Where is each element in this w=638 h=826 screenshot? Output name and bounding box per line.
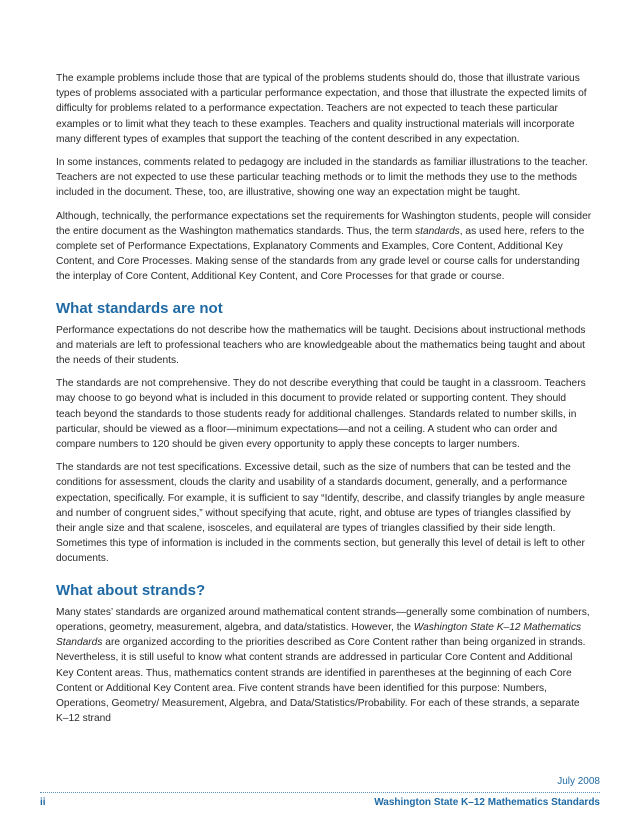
page-content [56, 71, 592, 734]
paragraph-not-test-specs: The standards are not test specifications. Excessive detail, such as the size of numbers that can be tested and the conditions for assessment, clouds the clarity and usability of a standards document, generally, and a performance expectation, specifically. For example, it is sufficient to say “Identify, describe, and classify triangles by angle measure and number of congruent sides,” without specifying that acute, right, and obtuse are types of triangles classified by their angle size and that scalene, isosceles, and equilateral are types of triangles classified by their side length. Sometimes this type of information is included in the comments section, but generally this level of detail is left to other documents. [56, 462, 585, 565]
paragraph-not-comprehensive: The standards are not comprehensive. They do not describe everything that could be taught in a classroom. Teachers may choose to go beyond what is included in this document to provide related or supporting content. They should teach beyond the standards to those students ready for additional challenges. Standards related to number skills, in particular, should be viewed as a floor—minimum expectations—and not a ceiling. A student who can order and compare numbers to 120 should be given every opportunity to apply these concepts to larger numbers. [56, 378, 586, 451]
paragraph-text: Many states’ standards are organized around mathematical content strands—generally some combination of numbers, operations, geometry, measurement, algebra, and data/statistics. However, the [56, 606, 590, 633]
footer-date: July 2008 [557, 776, 600, 787]
paragraph-strands [56, 605, 592, 727]
heading-what-about-strands: What about strands? [56, 581, 206, 599]
paragraph-text: are organized according to the priorities described as Core Content rather than being organized in strands. Nevertheless, it is still useful to know what content strands are addressed in particular Core Content and Additional Key Content areas. Thus, mathematics content strands are identified in parentheses at the beginning of each Core Content or Additional Key Content area. Five content strands have been identified for this purpose: Numbers, Operations, Geometry/ Measurement, Algebra, and Data/Statistics/Probability. For each of these strands, a separate K–12 strand [56, 637, 586, 725]
emphasis-standards: standards [415, 225, 460, 237]
paragraph-pedagogy-comments: In some instances, comments related to pedagogy are included in the standards as familiar illustrations to the teacher. Teachers are not expected to use these particular teaching methods or to limit the methods they use to the methods included in the document. These, too, are illustrative, showing one way an expectation might be taught. [56, 157, 588, 199]
paragraph-example-problems: The example problems include those that are typical of the problems students should do, those that illustrate various types of problems associated with a particular performance expectation, and those that illustrate the expected limits of difficulty for problems related to a performance expectation. Teachers are not expected to teach these particular examples or to limit what they teach to these examples. Teachers and quality instructional materials will incorporate many different types of examples that support the teaching of the content described in any expectation. [56, 73, 587, 145]
paragraph-not-how-taught: Performance expectations do not describe how the mathematics will be taught. Decisions about instructional methods and materials are left to professional teachers who are knowledgeable about the mathematics being taught and about the needs of their students. [56, 324, 586, 367]
paragraph-text: , as used here, refers to the complete set of Performance Expectations, Explanatory Comments and Examples, Core Content, Additional Key Content, and Core Processes. Making sense of the standards from any grade level or course calls for understanding the interplay of Core Content, Additional Key Content, and Core Processes for that grade or course. [56, 225, 585, 283]
footer-document-title: Washington State K–12 Mathematics Standards [374, 797, 600, 808]
footer-divider [40, 792, 600, 793]
heading-what-standards-are-not: What standards are not [56, 299, 223, 317]
page-number: ii [40, 797, 46, 808]
emphasis-document-title: Washington State K–12 Mathematics Standards [56, 621, 582, 649]
paragraph-text: Although, technically, the performance expectations set the requirements for Washington students, people will consider the entire document as the Washington mathematics standards. Thus, the term [56, 210, 592, 237]
paragraph-standards-term [56, 209, 592, 285]
